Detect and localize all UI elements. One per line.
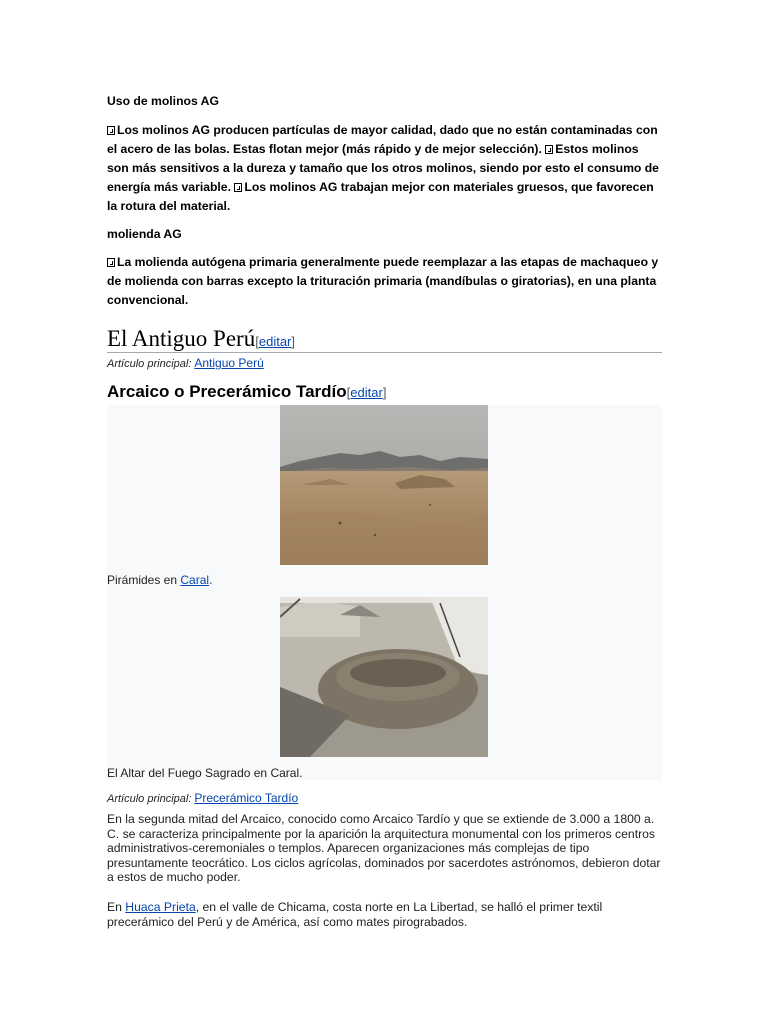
check-box-icon: [545, 145, 553, 154]
section-title-molienda: molienda AG: [107, 227, 182, 241]
desert-pyramids-photo[interactable]: [280, 405, 488, 565]
stone-altar-photo[interactable]: [280, 597, 488, 757]
caption-piramides: Pirámides en Caral.: [107, 573, 213, 587]
link-antiguo-peru[interactable]: Antiguo Perú: [194, 356, 264, 370]
check-box-icon: [107, 258, 115, 267]
paragraph-arcaico: En la segunda mitad del Arcaico, conocido como Arcaico Tardío y que se extiende de 3.000 a 1800 a. C. se caracteriza principalmente por la aparición la arquitectura monumental con los primeros centros administrativos-ceremoniales o templos. Aparecen organizaciones más complejas de tipo presuntamente teocrático. Los ciclos agrícolas, dominados por sacerdotes astrónomos, debieron dotar a estos de mucho poder.: [107, 812, 661, 885]
hatnote-main-article: Artículo principal: Precerámico Tardío: [107, 791, 299, 805]
check-box-icon: [234, 183, 242, 192]
check-box-icon: [107, 126, 115, 135]
paragraph-huaca-prieta: En Huaca Prieta, en el valle de Chicama, costa norte en La Libertad, se halló el primer textil precerámico del Perú y de América, así como mates pirograbados.: [107, 900, 603, 929]
hatnote-main-article: Artículo principal: Antiguo Perú: [107, 356, 264, 370]
heading-arcaico: Arcaico o Precerámico Tardío[editar]: [107, 382, 387, 401]
paragraph-uso-molinos: Los molinos AG producen partículas de mayor calidad, dado que no están contaminadas con el acero de las bolas. Estas flotan mejor (más rápido y de mejor selección). Estos molinos son más sensitivos a la dureza y tamaño que los otros molinos, siendo por esto el consumo de energía más variable. Los molinos AG trabajan mejor con materiales gruesos, que favorecen la rotura del material.: [107, 123, 659, 213]
edit-link[interactable]: editar: [258, 334, 292, 349]
image-gallery: [107, 405, 662, 780]
caption-altar: El Altar del Fuego Sagrado en Caral.: [107, 766, 303, 780]
link-preceramico-tardio[interactable]: Precerámico Tardío: [194, 791, 299, 805]
edit-section: [editar]: [346, 385, 387, 400]
link-huaca-prieta[interactable]: Huaca Prieta: [125, 900, 196, 914]
paragraph-molienda: La molienda autógena primaria generalmente puede reemplazar a las etapas de machaqueo y de molienda con barras excepto la trituración primaria (mandíbulas o giratorias), en una planta convencional.: [107, 255, 659, 307]
edit-link[interactable]: editar: [350, 385, 383, 400]
section-title-uso-molinos: Uso de molinos AG: [107, 94, 219, 108]
link-caral[interactable]: Caral: [180, 573, 210, 587]
heading-antiguo-peru: El Antiguo Perú[editar]: [107, 326, 662, 353]
edit-section: [editar]: [255, 334, 296, 349]
